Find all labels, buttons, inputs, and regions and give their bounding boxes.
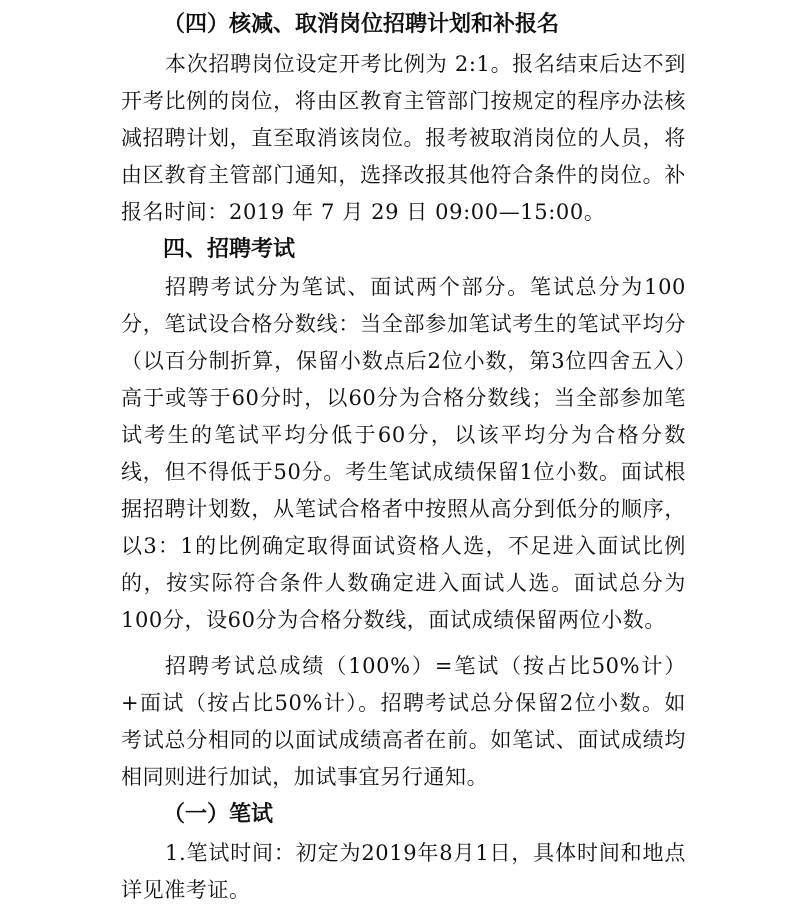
subsection-heading-verify-cancel-positions: （四）核减、取消岗位招聘计划和补报名	[163, 12, 560, 37]
paragraph-verify-cancel-positions: 本次招聘岗位设定开考比例为 2:1。报名结束后达不到开考比例的岗位，将由区教育主管部门按规定的程序办法核减招聘计划，直至取消该岗位。报考被取消岗位的人员，将由区教育主管部门通知，选择改报其他符合条件的岗位。补报名时间：2019 年 7 月 29 日 09:00—15:00。	[121, 52, 686, 224]
section-heading-recruitment-exam: 四、招聘考试	[163, 237, 296, 262]
paragraph-written-exam-time: 1.笔试时间：初定为2019年8月1日，具体时间和地点详见准考证。	[121, 841, 686, 902]
subsection-heading-written-exam: （一）笔试	[163, 802, 274, 827]
paragraph-total-score: 招聘考试总成绩（100%）=笔试（按占比50%计）+面试（按占比50%计）。招聘考试总分保留2位小数。如考试总分相同的以面试成绩高者在前。如笔试、面试成绩均相同则进行加试，加试事宜另行通知。	[121, 654, 686, 789]
paragraph-exam-overview: 招聘考试分为笔试、面试两个部分。笔试总分为100分，笔试设合格分数线：当全部参加笔试考生的笔试平均分（以百分制折算，保留小数点后2位小数，第3位四舍五入）高于或等于60分时，以60分为合格分数线；当全部参加笔试考生的笔试平均分低于60分，以该平均分为合格分数线，但不得低于50分。考生笔试成绩保留1位小数。面试根据招聘计划数，从笔试合格者中按照从高分到低分的顺序，以3：1的比例确定取得面试资格人选，不足进入面试比例的，按实际符合条件人数确定进入面试人选。面试总分为100分，设60分为合格分数线，面试成绩保留两位小数。	[121, 275, 686, 632]
